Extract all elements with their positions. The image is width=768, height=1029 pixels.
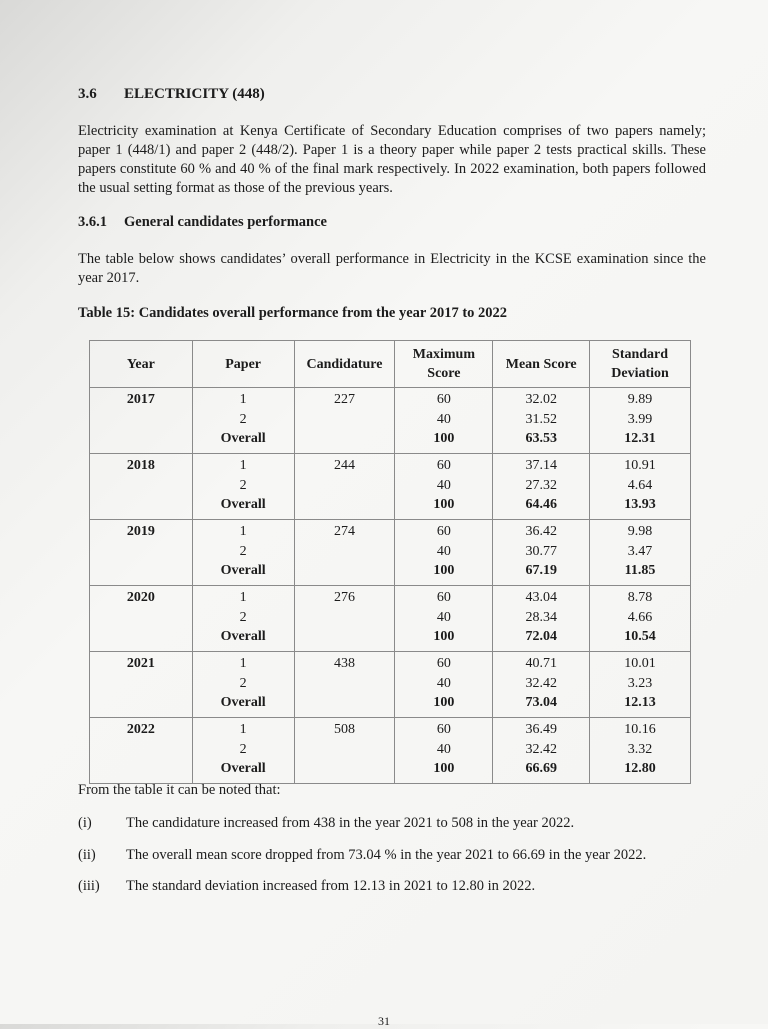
section-number: 3.6 [78, 86, 97, 102]
sd-value: 3.32 [627, 741, 653, 757]
paper-value: Overall [220, 629, 266, 644]
page-number: 31 [378, 1014, 390, 1028]
section-title: ELECTRICITY (448) [124, 86, 265, 102]
sd-value: 12.31 [624, 431, 656, 446]
max-score-cell [395, 586, 493, 652]
sd-value: 3.47 [627, 543, 653, 559]
max-value: 40 [436, 543, 451, 559]
note-marker: (iii) [78, 878, 100, 894]
mean-value: 32.42 [525, 741, 557, 757]
sd-value: 10.16 [624, 722, 656, 737]
header-candidature: Candidature [294, 341, 395, 388]
max-score-cell [395, 520, 493, 586]
mean-value: 32.42 [525, 675, 557, 691]
candidature-cell: 244 [294, 454, 395, 520]
max-value: 100 [433, 629, 455, 644]
mean-value: 63.53 [525, 431, 557, 446]
max-value: 60 [436, 656, 451, 671]
sd-value: 9.89 [627, 392, 653, 407]
max-score-cell [395, 652, 493, 718]
note-item [78, 847, 646, 864]
table-row [90, 718, 691, 784]
intro-paragraph: Electricity examination at Kenya Certificate of Secondary Education comprises of two papers namely; paper 1 (448/1) and paper 2 (448/2). Paper 1 is a theory paper while paper 2 tests practical skills. These papers constitute 60 % and 40 % of the final mark respectively. In 2022 examination, both papers followed the usual setting format as those of the previous years. [78, 123, 706, 196]
mean-score-cell [493, 586, 590, 652]
table-row [90, 388, 691, 454]
note-text: The overall mean score dropped from 73.04 % in the year 2021 to 66.69 in the year 2022. [126, 847, 647, 863]
sd-value: 8.78 [627, 590, 653, 605]
paper-cell [192, 520, 294, 586]
table-row [90, 652, 691, 718]
mean-value: 27.32 [525, 477, 557, 493]
header-paper: Paper [192, 341, 294, 388]
sd-value: 11.85 [624, 563, 656, 578]
paper-cell [192, 388, 294, 454]
mean-value: 67.19 [525, 563, 557, 578]
paper-value: 2 [239, 411, 247, 427]
mean-value: 73.04 [525, 695, 557, 710]
paper-value: Overall [220, 563, 266, 578]
max-value: 60 [436, 590, 451, 605]
paper-value: 1 [239, 656, 247, 671]
mean-value: 72.04 [525, 629, 557, 644]
mean-score-cell [493, 718, 590, 784]
max-value: 60 [436, 458, 451, 473]
header-standard-deviation: Standard Deviation [590, 341, 691, 388]
note-marker: (ii) [78, 847, 96, 863]
section-heading [78, 86, 265, 103]
note-text: The standard deviation increased from 12.13 in 2021 to 12.80 in 2022. [126, 878, 536, 894]
note-marker: (i) [78, 815, 92, 831]
paper-value: 1 [239, 392, 247, 407]
year-cell: 2018 [90, 454, 193, 520]
mean-value: 43.04 [525, 590, 557, 605]
max-value: 60 [436, 524, 451, 539]
paper-value: 1 [239, 590, 247, 605]
sd-value: 13.93 [624, 497, 656, 512]
paper-value: 2 [239, 609, 247, 625]
table-header-row [90, 341, 691, 388]
sd-cell [590, 652, 691, 718]
mean-value: 37.14 [525, 458, 557, 473]
sd-value: 12.80 [624, 761, 656, 776]
subsection-heading [78, 214, 327, 231]
subsection-number: 3.6.1 [78, 214, 107, 230]
max-value: 60 [436, 392, 451, 407]
max-value: 100 [433, 431, 455, 446]
notes-intro: From the table it can be noted that: [78, 782, 281, 798]
max-value: 40 [436, 675, 451, 691]
year-cell: 2019 [90, 520, 193, 586]
paper-value: Overall [220, 695, 266, 710]
max-score-cell [395, 454, 493, 520]
sd-value: 3.23 [627, 675, 653, 691]
max-value: 40 [436, 609, 451, 625]
note-item [78, 878, 535, 895]
paper-value: 2 [239, 675, 247, 691]
note-text: The candidature increased from 438 in the year 2021 to 508 in the year 2022. [126, 815, 575, 831]
paper-value: 1 [239, 458, 247, 473]
year-cell: 2021 [90, 652, 193, 718]
paper-value: 1 [239, 524, 247, 539]
sd-value: 4.64 [627, 477, 653, 493]
mean-value: 40.71 [525, 656, 557, 671]
max-value: 100 [433, 695, 455, 710]
mean-value: 36.42 [525, 524, 557, 539]
sd-cell [590, 586, 691, 652]
year-cell: 2017 [90, 388, 193, 454]
mean-value: 32.02 [525, 392, 557, 407]
performance-table [89, 340, 691, 784]
mean-value: 66.69 [525, 761, 557, 776]
sd-value: 12.13 [624, 695, 656, 710]
sd-value: 9.98 [627, 524, 653, 539]
sd-value: 10.54 [624, 629, 656, 644]
sd-value: 3.99 [627, 411, 653, 427]
paper-value: 2 [239, 543, 247, 559]
sd-value: 10.91 [624, 458, 656, 473]
candidature-cell: 227 [294, 388, 395, 454]
mean-value: 30.77 [525, 543, 557, 559]
subsection-title: General candidates performance [124, 214, 327, 230]
max-value: 40 [436, 741, 451, 757]
mean-value: 28.34 [525, 609, 557, 625]
max-value: 100 [433, 563, 455, 578]
year-cell: 2022 [90, 718, 193, 784]
header-year: Year [90, 341, 193, 388]
max-score-cell [395, 718, 493, 784]
year-cell: 2020 [90, 586, 193, 652]
paper-value: Overall [220, 497, 266, 512]
sd-value: 10.01 [624, 656, 656, 671]
paper-cell [192, 718, 294, 784]
paper-cell [192, 454, 294, 520]
candidature-cell: 508 [294, 718, 395, 784]
max-value: 40 [436, 411, 451, 427]
table-caption: Table 15: Candidates overall performance from the year 2017 to 2022 [78, 305, 508, 321]
mean-score-cell [493, 520, 590, 586]
paper-cell [192, 586, 294, 652]
table-row [90, 454, 691, 520]
mean-score-cell [493, 454, 590, 520]
sd-cell [590, 454, 691, 520]
max-value: 60 [436, 722, 451, 737]
max-value: 40 [436, 477, 451, 493]
mean-value: 64.46 [525, 497, 557, 512]
sd-cell [590, 520, 691, 586]
header-maximum-score: Maximum Score [395, 341, 493, 388]
candidature-cell: 438 [294, 652, 395, 718]
paper-value: 1 [239, 722, 247, 737]
mean-value: 36.49 [525, 722, 557, 737]
sd-cell [590, 388, 691, 454]
table-row [90, 586, 691, 652]
max-value: 100 [433, 497, 455, 512]
table-row [90, 520, 691, 586]
max-score-cell [395, 388, 493, 454]
paper-cell [192, 652, 294, 718]
sd-value: 4.66 [627, 609, 653, 625]
note-item [78, 815, 574, 832]
mean-score-cell [493, 652, 590, 718]
mean-value: 31.52 [525, 411, 557, 427]
paper-value: 2 [239, 477, 247, 493]
mean-score-cell [493, 388, 590, 454]
paper-value: Overall [220, 761, 266, 776]
header-mean-score: Mean Score [493, 341, 590, 388]
max-value: 100 [433, 761, 455, 776]
candidature-cell: 274 [294, 520, 395, 586]
candidature-cell: 276 [294, 586, 395, 652]
paper-value: Overall [220, 431, 266, 446]
paper-value: 2 [239, 741, 247, 757]
table-intro-paragraph: The table below shows candidates’ overall performance in Electricity in the KCSE examination since the year 2017. [78, 251, 706, 286]
sd-cell [590, 718, 691, 784]
